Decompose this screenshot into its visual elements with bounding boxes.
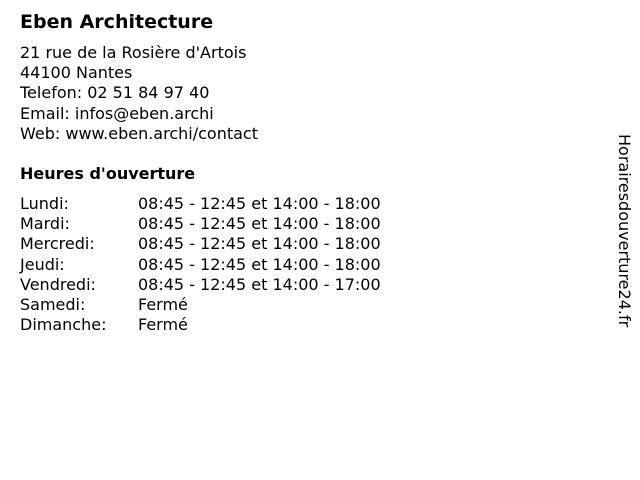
site-watermark: Horairesdouverture24.fr xyxy=(615,134,634,328)
hours-time: 08:45 - 12:45 et 14:00 - 17:00 xyxy=(138,274,381,294)
hours-day: Lundi: xyxy=(20,194,69,213)
hours-row-mercredi xyxy=(20,234,381,254)
opening-hours-list xyxy=(20,194,381,335)
website: Web: www.eben.archi/contact xyxy=(20,123,258,143)
hours-day: Mercredi: xyxy=(20,234,95,254)
hours-day: Samedi: xyxy=(20,294,86,314)
phone-number: Telefon: 02 51 84 97 40 xyxy=(20,83,210,103)
hours-time: 08:45 - 12:45 et 14:00 - 18:00 xyxy=(138,214,381,234)
hours-time: 08:45 - 12:45 et 14:00 - 18:00 xyxy=(138,234,381,254)
hours-day: Mardi: xyxy=(20,214,70,234)
hours-row-samedi xyxy=(20,295,381,315)
email-address: Email: infos@eben.archi xyxy=(20,103,214,123)
business-name: Eben Architecture xyxy=(20,11,214,33)
hours-row-lundi xyxy=(20,194,381,214)
hours-row-jeudi xyxy=(20,255,381,275)
hours-time: 08:45 - 12:45 et 14:00 - 18:00 xyxy=(138,254,381,274)
hours-row-vendredi xyxy=(20,275,381,295)
city-address: 44100 Nantes xyxy=(20,63,133,83)
hours-day: Vendredi: xyxy=(20,274,96,294)
hours-time: 08:45 - 12:45 et 14:00 - 18:00 xyxy=(138,194,381,213)
hours-time: Fermé xyxy=(138,315,188,335)
hours-day: Jeudi: xyxy=(20,254,65,274)
hours-row-dimanche xyxy=(20,315,381,335)
opening-hours-title: Heures d'ouverture xyxy=(20,164,196,183)
street-address: 21 rue de la Rosière d'Artois xyxy=(20,43,247,62)
hours-row-mardi xyxy=(20,214,381,234)
contact-block xyxy=(20,43,258,144)
hours-day: Dimanche: xyxy=(20,315,107,335)
hours-time: Fermé xyxy=(138,294,188,314)
